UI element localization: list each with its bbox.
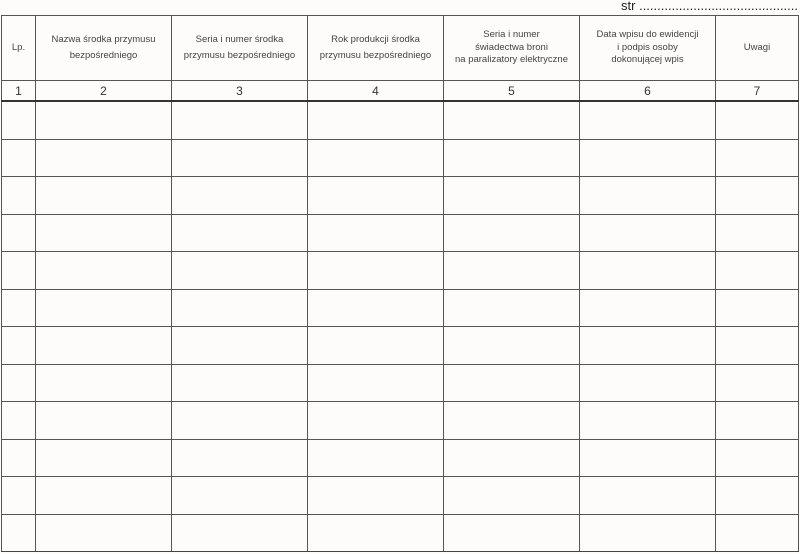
table-cell-entry-date-signature[interactable]	[580, 439, 716, 477]
table-cell-certificate[interactable]	[444, 514, 580, 552]
column-header-line: Seria i numer	[483, 29, 540, 41]
table-cell-certificate[interactable]	[444, 177, 580, 215]
table-cell-remarks[interactable]	[716, 139, 799, 177]
table-cell-name[interactable]	[36, 477, 172, 515]
table-cell-certificate[interactable]	[444, 214, 580, 252]
table-cell-lp[interactable]	[2, 139, 36, 177]
table-cell-lp[interactable]	[2, 252, 36, 290]
table-row	[2, 139, 799, 177]
column-header-line: bezpośredniego	[69, 50, 138, 61]
register-table	[1, 15, 799, 552]
table-cell-year[interactable]	[308, 327, 444, 365]
table-cell-year[interactable]	[308, 289, 444, 327]
table-cell-year[interactable]	[308, 252, 444, 290]
page-prefix: str	[621, 0, 636, 13]
column-header-line: Nazwa środka przymusu	[51, 34, 156, 45]
table-cell-name[interactable]	[36, 402, 172, 440]
table-cell-remarks[interactable]	[716, 327, 799, 365]
table-cell-year[interactable]	[308, 477, 444, 515]
table-cell-year[interactable]	[308, 177, 444, 215]
table-cell-lp[interactable]	[2, 439, 36, 477]
column-header-line: Lp.	[11, 42, 26, 53]
table-cell-name[interactable]	[36, 214, 172, 252]
table-cell-remarks[interactable]	[716, 439, 799, 477]
table-cell-serial[interactable]	[172, 477, 308, 515]
table-row	[2, 477, 799, 515]
table-cell-remarks[interactable]	[716, 514, 799, 552]
table-cell-entry-date-signature[interactable]	[580, 139, 716, 177]
table-cell-entry-date-signature[interactable]	[580, 289, 716, 327]
table-cell-name[interactable]	[36, 289, 172, 327]
table-cell-serial[interactable]	[172, 289, 308, 327]
table-cell-entry-date-signature[interactable]	[580, 327, 716, 365]
table-cell-year[interactable]	[308, 514, 444, 552]
table-cell-name[interactable]	[36, 139, 172, 177]
table-cell-certificate[interactable]	[444, 477, 580, 515]
table-cell-serial[interactable]	[172, 439, 308, 477]
column-number-row	[2, 81, 799, 102]
table-cell-serial[interactable]	[172, 177, 308, 215]
table-row	[2, 364, 799, 402]
column-header-line: Rok produkcji środka	[331, 34, 420, 45]
table-row	[2, 252, 799, 290]
table-cell-entry-date-signature[interactable]	[580, 214, 716, 252]
table-cell-year[interactable]	[308, 139, 444, 177]
table-cell-lp[interactable]	[2, 364, 36, 402]
column-header-entry-date-signature	[580, 16, 716, 81]
table-cell-entry-date-signature[interactable]	[580, 514, 716, 552]
table-cell-remarks[interactable]	[716, 402, 799, 440]
column-header-remarks	[716, 16, 799, 81]
column-header-line: Uwagi	[743, 42, 771, 53]
table-cell-year[interactable]	[308, 439, 444, 477]
table-cell-entry-date-signature[interactable]	[580, 402, 716, 440]
table-cell-name[interactable]	[36, 514, 172, 552]
column-header-lp	[2, 16, 36, 81]
column-header-line: świadectwa broni	[475, 41, 548, 53]
table-cell-remarks[interactable]	[716, 289, 799, 327]
table-cell-entry-date-signature[interactable]	[580, 364, 716, 402]
table-cell-year[interactable]	[308, 214, 444, 252]
table-cell-serial[interactable]	[172, 101, 308, 139]
page-number-blank[interactable]: ............................................	[639, 0, 798, 13]
header-row	[2, 16, 799, 81]
table-cell-remarks[interactable]	[716, 101, 799, 139]
column-header-year	[308, 16, 444, 81]
table-cell-serial[interactable]	[172, 252, 308, 290]
table-cell-name[interactable]	[36, 439, 172, 477]
column-number-certificate: 5	[444, 81, 580, 102]
table-cell-name[interactable]	[36, 177, 172, 215]
table-cell-entry-date-signature[interactable]	[580, 177, 716, 215]
column-number-year: 4	[308, 81, 444, 102]
table-cell-serial[interactable]	[172, 139, 308, 177]
column-header-line: i podpis osoby	[617, 41, 678, 53]
column-header-line: Seria i numer środka	[195, 34, 284, 45]
table-cell-remarks[interactable]	[716, 364, 799, 402]
table-cell-remarks[interactable]	[716, 477, 799, 515]
table-cell-year[interactable]	[308, 101, 444, 139]
table-cell-certificate[interactable]	[444, 327, 580, 365]
table-row	[2, 289, 799, 327]
column-header-line: Data wpisu do ewidencji	[596, 29, 699, 41]
table-cell-entry-date-signature[interactable]	[580, 477, 716, 515]
table-cell-name[interactable]	[36, 252, 172, 290]
table-cell-serial[interactable]	[172, 364, 308, 402]
table-cell-remarks[interactable]	[716, 177, 799, 215]
table-cell-entry-date-signature[interactable]	[580, 101, 716, 139]
table-cell-serial[interactable]	[172, 214, 308, 252]
column-header-name	[36, 16, 172, 81]
column-header-line: na paralizatory elektryczne	[455, 54, 568, 66]
table-cell-remarks[interactable]	[716, 252, 799, 290]
table-cell-certificate[interactable]	[444, 101, 580, 139]
column-header-line: przymusu bezpośredniego	[319, 50, 432, 61]
table-cell-year[interactable]	[308, 402, 444, 440]
table-row	[2, 177, 799, 215]
table-cell-serial[interactable]	[172, 402, 308, 440]
table-cell-certificate[interactable]	[444, 139, 580, 177]
table-cell-lp[interactable]	[2, 477, 36, 515]
table-cell-lp[interactable]	[2, 177, 36, 215]
table-cell-serial[interactable]	[172, 514, 308, 552]
table-row	[2, 402, 799, 440]
column-header-line: przymusu bezpośredniego	[183, 50, 296, 61]
table-body	[2, 101, 799, 552]
table-cell-lp[interactable]	[2, 101, 36, 139]
column-header-serial	[172, 16, 308, 81]
table-cell-name[interactable]	[36, 101, 172, 139]
column-number-remarks: 7	[716, 81, 799, 102]
table-row	[2, 514, 799, 552]
column-number-name: 2	[36, 81, 172, 102]
table-cell-serial[interactable]	[172, 327, 308, 365]
column-header-line: dokonującej wpis	[611, 54, 684, 66]
column-header-certificate	[444, 16, 580, 81]
table-cell-lp[interactable]	[2, 289, 36, 327]
page-number-label	[621, 0, 798, 13]
table-cell-certificate[interactable]	[444, 402, 580, 440]
column-number-lp: 1	[2, 81, 36, 102]
table-cell-lp[interactable]	[2, 514, 36, 552]
table-cell-certificate[interactable]	[444, 252, 580, 290]
table-row	[2, 214, 799, 252]
table-row	[2, 439, 799, 477]
table-cell-lp[interactable]	[2, 214, 36, 252]
table-cell-year[interactable]	[308, 364, 444, 402]
table-cell-certificate[interactable]	[444, 364, 580, 402]
table-cell-name[interactable]	[36, 327, 172, 365]
column-number-entry-date-signature: 6	[580, 81, 716, 102]
table-cell-remarks[interactable]	[716, 214, 799, 252]
table-row	[2, 101, 799, 139]
table-cell-lp[interactable]	[2, 327, 36, 365]
table-cell-certificate[interactable]	[444, 439, 580, 477]
table-cell-certificate[interactable]	[444, 289, 580, 327]
table-cell-name[interactable]	[36, 364, 172, 402]
column-number-serial: 3	[172, 81, 308, 102]
table-cell-entry-date-signature[interactable]	[580, 252, 716, 290]
table-row	[2, 327, 799, 365]
table-cell-lp[interactable]	[2, 402, 36, 440]
